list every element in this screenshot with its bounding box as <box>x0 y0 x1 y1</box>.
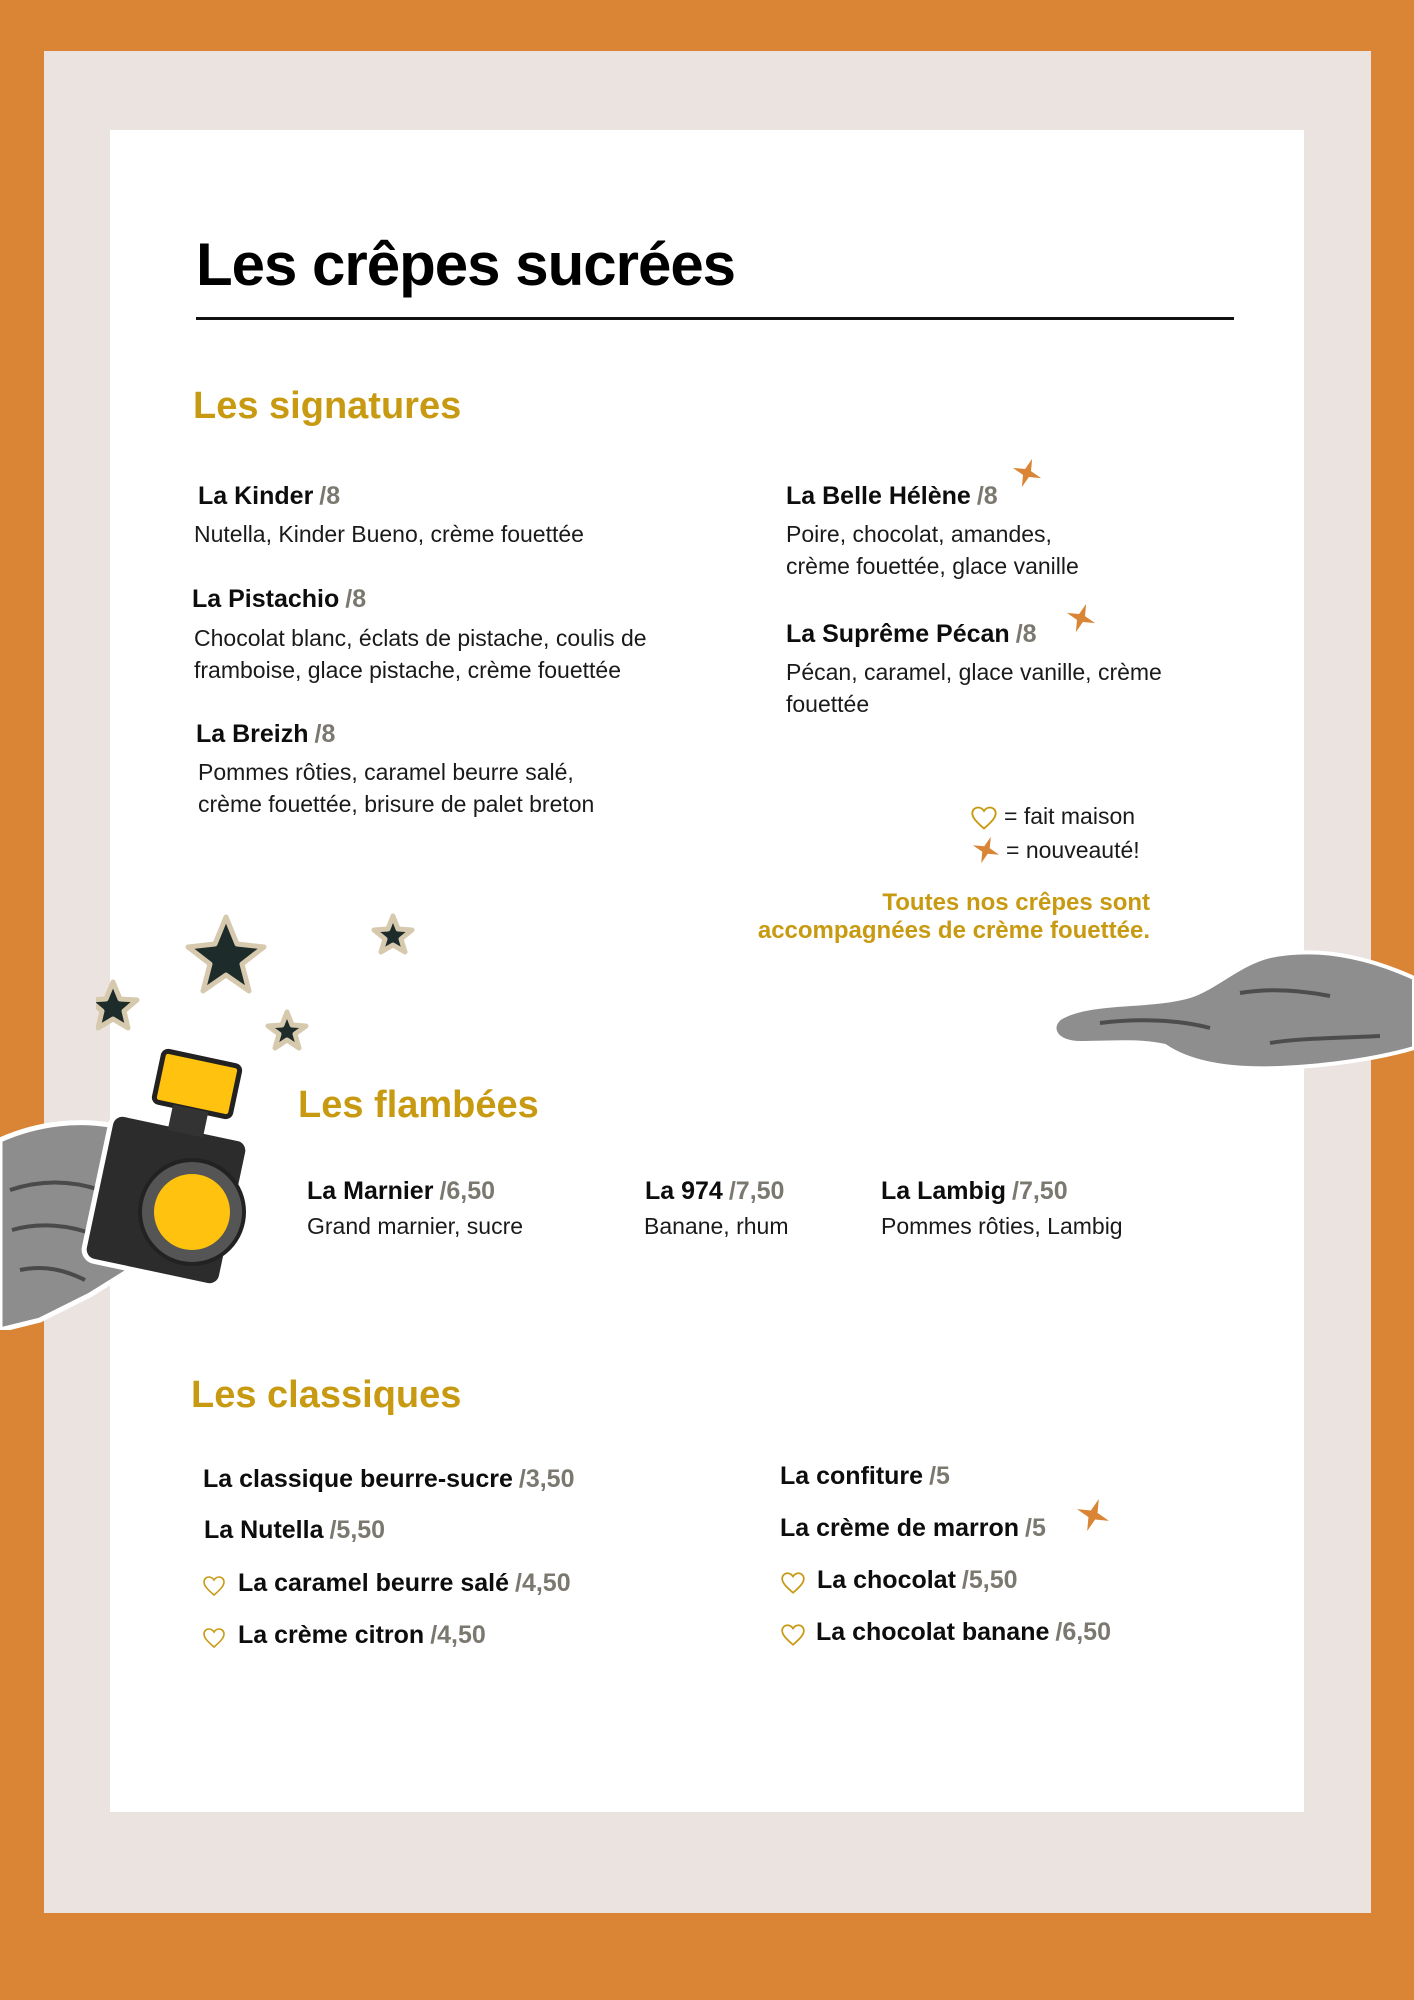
item-name: La Marnier <box>307 1177 434 1205</box>
star-shape <box>374 916 412 952</box>
note-line: Toutes nos crêpes sont <box>882 889 1150 916</box>
item-description: Pommes rôties, Lambig <box>881 1213 1123 1239</box>
item-description: Grand marnier, sucre <box>307 1213 524 1239</box>
heart-icon <box>202 1626 226 1650</box>
stars-decoration <box>96 912 426 1062</box>
item-description: Chocolat blanc, éclats de pistache, coulis de <box>194 625 647 651</box>
item-price: /7,50 <box>728 1177 785 1205</box>
item-description: fouettée <box>786 691 870 717</box>
item-description: crème fouettée, brisure de palet breton <box>198 791 595 817</box>
item-description: Poire, chocolat, amandes, <box>786 521 1052 547</box>
heart-icon <box>970 804 998 832</box>
item-description: Pécan, caramel, glace vanille, crème <box>786 659 1162 685</box>
menu-item-marnier <box>307 1177 495 1206</box>
item-description: crème fouettée, glace vanille <box>786 553 1079 579</box>
item-price: /5 <box>1025 1514 1046 1542</box>
item-price: /5 <box>929 1462 950 1490</box>
item-name: La Breizh <box>196 720 309 748</box>
menu-item-beurre-sucre <box>203 1465 574 1494</box>
heart-icon <box>202 1574 226 1598</box>
section-heading-flambees: Les flambées <box>298 1084 539 1126</box>
item-description: Nutella, Kinder Bueno, crème fouettée <box>194 521 584 547</box>
item-name: La caramel beurre salé <box>238 1569 509 1597</box>
note-line: accompagnées de crème fouettée. <box>757 917 1150 944</box>
item-price: /4,50 <box>430 1621 486 1649</box>
menu-item-supreme-pecan <box>786 620 1037 649</box>
item-name: La Pistachio <box>192 585 340 613</box>
sparkle-icon <box>1076 1498 1110 1532</box>
whipped-cream-note <box>758 889 1150 945</box>
star-shape <box>268 1012 306 1048</box>
item-price: /6,50 <box>439 1177 496 1205</box>
item-name: La 974 <box>645 1177 723 1205</box>
item-description: Pommes rôties, caramel beurre salé, <box>198 759 574 785</box>
menu-item-creme-citron <box>238 1621 486 1650</box>
sparkle-icon <box>1012 458 1042 488</box>
item-price: /6,50 <box>1055 1618 1111 1646</box>
item-name: La Nutella <box>204 1516 324 1544</box>
sparkle-icon <box>972 836 1000 864</box>
item-price: /4,50 <box>515 1569 571 1597</box>
item-name: La Lambig <box>881 1177 1007 1205</box>
menu-item-breizh <box>196 720 335 749</box>
menu-item-pistachio <box>192 585 366 614</box>
star-shape <box>96 982 137 1028</box>
heart-icon <box>780 1570 806 1596</box>
title-divider <box>196 317 1234 320</box>
item-name: La confiture <box>780 1462 924 1490</box>
menu-item-belle-helene <box>786 482 998 511</box>
item-name: La crème citron <box>238 1621 425 1649</box>
item-name: La classique beurre-sucre <box>203 1465 513 1493</box>
item-name: La Kinder <box>198 482 314 510</box>
section-heading-classiques: Les classiques <box>191 1374 462 1416</box>
item-description: framboise, glace pistache, crème fouettée <box>194 657 622 683</box>
open-hand-illustration <box>1040 948 1414 1098</box>
item-price: /5,50 <box>961 1566 1018 1594</box>
menu-item-974 <box>645 1177 784 1206</box>
item-price: /8 <box>314 720 336 748</box>
item-price: /8 <box>976 482 998 510</box>
section-heading-signatures: Les signatures <box>193 385 462 427</box>
menu-item-nutella <box>204 1516 385 1545</box>
menu-item-caramel-beurre-sale <box>238 1569 571 1598</box>
heart-icon <box>780 1622 806 1648</box>
item-price: /8 <box>345 585 367 613</box>
legend-homemade: = fait maison <box>1004 803 1136 829</box>
item-price: /8 <box>1015 620 1037 648</box>
menu-item-confiture <box>780 1462 950 1491</box>
sparkle-icon <box>1066 603 1096 633</box>
menu-item-chocolat <box>817 1566 1018 1595</box>
item-description: Banane, rhum <box>644 1213 789 1239</box>
item-name: La Belle Hélène <box>786 482 971 510</box>
item-name: La chocolat <box>817 1566 956 1594</box>
page-title: Les crêpes sucrées <box>196 231 736 298</box>
menu-item-lambig <box>881 1177 1068 1206</box>
item-price: /8 <box>319 482 341 510</box>
item-name: La Suprême Pécan <box>786 620 1010 648</box>
legend-new: = nouveauté! <box>1006 837 1140 863</box>
item-price: /3,50 <box>518 1465 575 1493</box>
menu-item-chocolat-banane <box>816 1618 1111 1647</box>
item-price: /7,50 <box>1012 1177 1068 1205</box>
item-price: /5,50 <box>329 1516 386 1544</box>
item-name: La crème de marron <box>780 1514 1019 1542</box>
menu-item-kinder <box>198 482 340 511</box>
camera-hand-illustration <box>0 1030 250 1330</box>
menu-item-creme-de-marron <box>780 1514 1046 1543</box>
star-shape <box>188 917 264 991</box>
item-name: La chocolat banane <box>816 1618 1050 1646</box>
